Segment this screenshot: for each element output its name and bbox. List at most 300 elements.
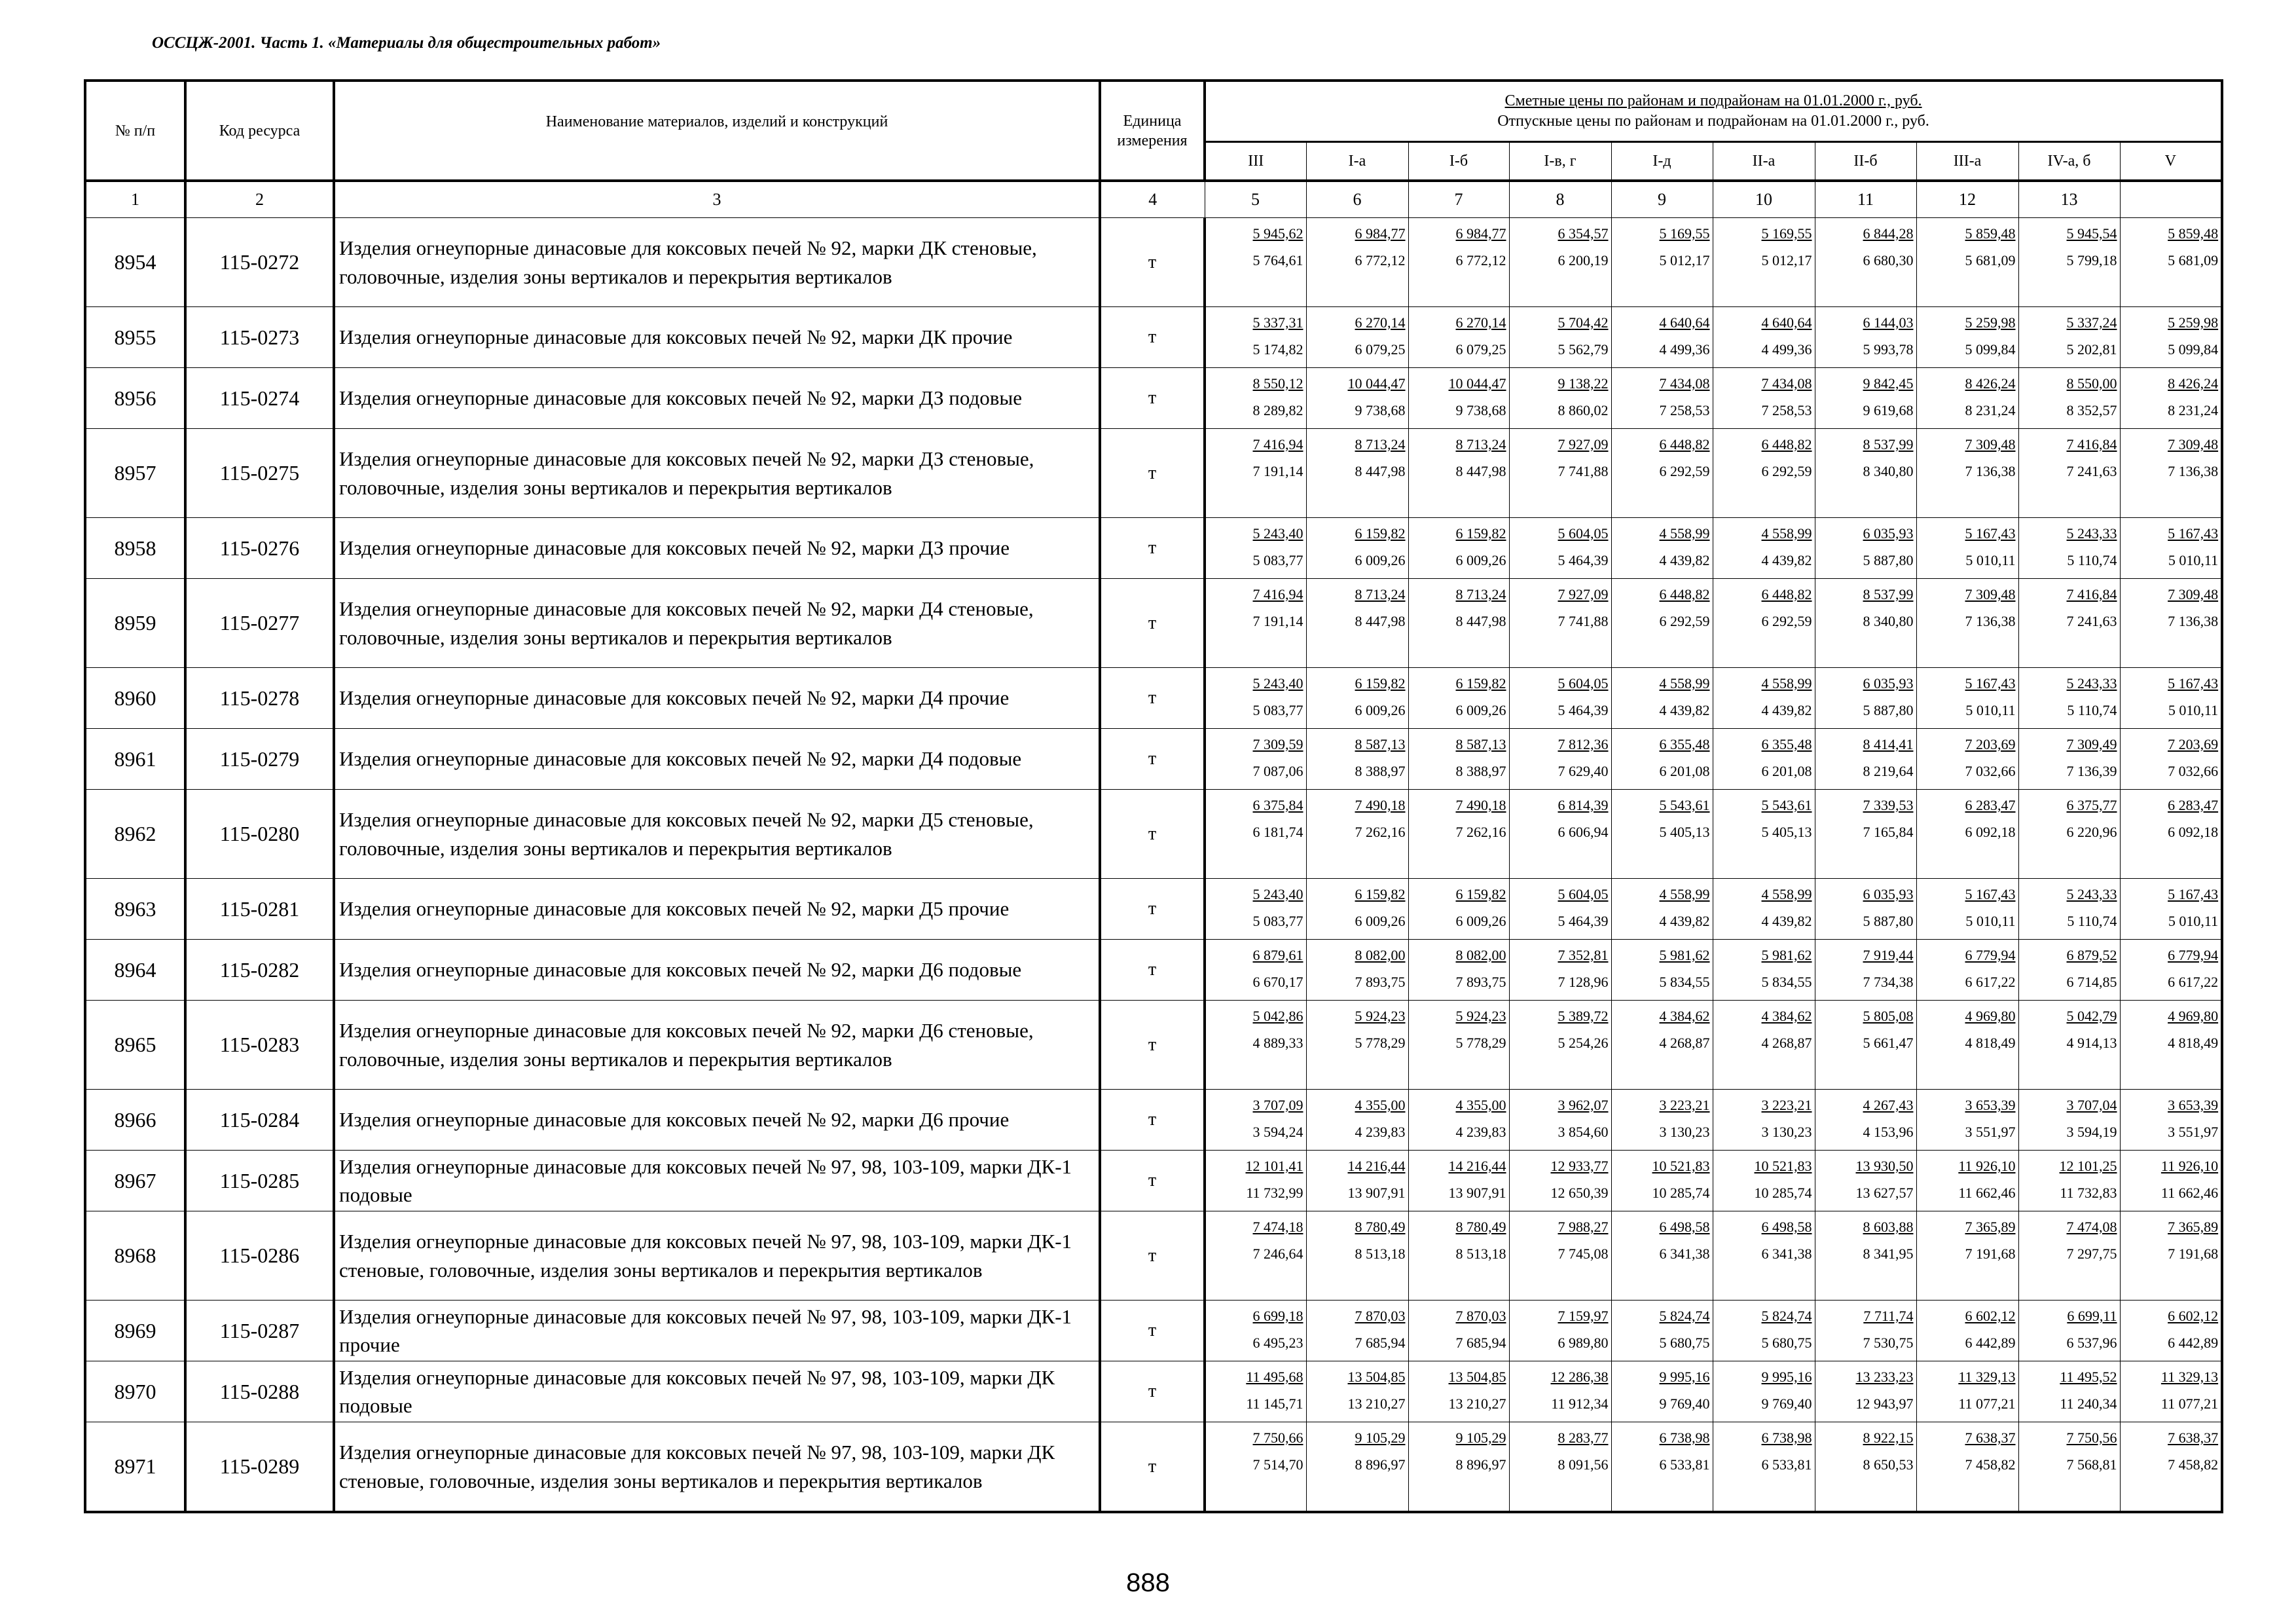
release-price: 5 012,17 xyxy=(1659,251,1710,268)
row-number: 8965 xyxy=(85,1001,185,1090)
region-header: I-б xyxy=(1408,141,1509,181)
estimate-price: 9 842,45 xyxy=(1863,375,1914,392)
prices-release-label: Отпускные цены по районам и подрайонам на 01.01.2000 г., руб. xyxy=(1497,112,1929,130)
release-price: 4 268,87 xyxy=(1761,1034,1812,1051)
price-cell xyxy=(2120,668,2222,729)
price-cell xyxy=(1916,218,2018,307)
material-name: Изделия огнеупорные динасовые для коксовых печей № 92, марки Д6 стеновые, головочные, изделия зоны вертикалов и перекрытия вертикалов xyxy=(334,1001,1100,1090)
release-price: 7 136,38 xyxy=(1965,462,2016,479)
estimate-price: 7 203,69 xyxy=(1965,736,2016,752)
price-cell xyxy=(1815,307,1916,368)
estimate-price: 6 159,82 xyxy=(1455,525,1506,542)
price-cell xyxy=(1916,790,2018,879)
release-price: 5 083,77 xyxy=(1252,912,1303,929)
release-price: 11 662,46 xyxy=(2160,1184,2219,1201)
estimate-price: 7 352,81 xyxy=(1558,947,1609,963)
price-cell xyxy=(1408,368,1509,429)
estimate-price: 4 384,62 xyxy=(1659,1008,1710,1024)
price-cell xyxy=(2120,940,2222,1001)
price-cell xyxy=(1815,1211,1916,1301)
price-cell xyxy=(1611,1361,1713,1422)
resource-code: 115-0272 xyxy=(185,218,334,307)
price-cell xyxy=(1205,1001,1306,1090)
price-cell xyxy=(2018,1151,2120,1211)
release-price: 6 009,26 xyxy=(1455,701,1506,718)
material-name: Изделия огнеупорные динасовые для коксовых печей № 92, марки Д4 прочие xyxy=(334,668,1100,729)
release-price: 4 239,83 xyxy=(1455,1123,1506,1140)
price-cell xyxy=(1611,1211,1713,1301)
release-price: 5 778,29 xyxy=(1355,1034,1406,1051)
price-cell xyxy=(2120,879,2222,940)
estimate-price: 4 558,99 xyxy=(1761,886,1812,902)
release-price: 5 110,74 xyxy=(2067,551,2117,568)
release-price: 5 110,74 xyxy=(2067,912,2117,929)
document-header: ОССЦЖ-2001. Часть 1. «Материалы для общестроительных работ» xyxy=(152,34,661,52)
estimate-price: 6 270,14 xyxy=(1455,314,1506,331)
estimate-price: 7 870,03 xyxy=(1455,1308,1506,1324)
release-price: 5 405,13 xyxy=(1761,823,1812,840)
release-price: 7 629,40 xyxy=(1558,762,1609,779)
release-price: 9 738,68 xyxy=(1455,401,1506,418)
price-cell xyxy=(1611,1151,1713,1211)
row-number: 8969 xyxy=(85,1301,185,1361)
price-cell xyxy=(1713,368,1815,429)
price-cell xyxy=(2018,790,2120,879)
estimate-price: 8 713,24 xyxy=(1455,586,1506,602)
release-price: 6 092,18 xyxy=(1965,823,2016,840)
material-name: Изделия огнеупорные динасовые для коксовых печей № 92, марки ДК стеновые, головочные, изделия зоны вертикалов и перекрытия вертикалов xyxy=(334,218,1100,307)
resource-code: 115-0286 xyxy=(185,1211,334,1301)
release-price: 8 860,02 xyxy=(1558,401,1609,418)
price-cell xyxy=(1815,1361,1916,1422)
estimate-price: 6 844,28 xyxy=(1863,225,1914,242)
unit-cell: т xyxy=(1100,790,1205,879)
estimate-price: 7 750,56 xyxy=(2066,1430,2117,1446)
release-price: 5 680,75 xyxy=(1659,1334,1710,1351)
release-price: 3 130,23 xyxy=(1761,1123,1812,1140)
estimate-price: 9 995,16 xyxy=(1761,1369,1812,1385)
price-cell xyxy=(1509,579,1611,668)
release-price: 6 606,94 xyxy=(1558,823,1609,840)
price-cell xyxy=(2018,940,2120,1001)
unit-cell: т xyxy=(1100,429,1205,518)
price-cell xyxy=(1509,1090,1611,1151)
estimate-price: 7 416,94 xyxy=(1252,586,1303,602)
release-price: 4 889,33 xyxy=(1252,1034,1303,1051)
release-price: 7 032,66 xyxy=(2168,762,2219,779)
release-price: 7 734,38 xyxy=(1863,973,1914,990)
estimate-price: 6 035,93 xyxy=(1863,675,1914,692)
estimate-price: 7 365,89 xyxy=(2168,1219,2219,1235)
release-price: 13 907,91 xyxy=(1448,1184,1506,1201)
estimate-price: 7 309,48 xyxy=(2168,586,2219,602)
price-cell xyxy=(1611,1301,1713,1361)
release-price: 8 513,18 xyxy=(1355,1245,1406,1262)
release-price: 5 464,39 xyxy=(1558,701,1609,718)
price-cell xyxy=(2120,1001,2222,1090)
price-cell xyxy=(1815,790,1916,879)
estimate-price: 5 924,23 xyxy=(1355,1008,1406,1024)
price-cell xyxy=(1306,1211,1408,1301)
estimate-price: 5 604,05 xyxy=(1558,675,1609,692)
material-name: Изделия огнеупорные динасовые для коксовых печей № 97, 98, 103-109, марки ДК стеновые, головочные, изделия зоны вертикалов и перекрытия вертикалов xyxy=(334,1422,1100,1513)
release-price: 8 896,97 xyxy=(1455,1456,1506,1473)
release-price: 11 240,34 xyxy=(2060,1395,2117,1412)
estimate-price: 5 167,43 xyxy=(1965,675,2016,692)
estimate-price: 10 521,83 xyxy=(1652,1158,1710,1174)
release-price: 6 495,23 xyxy=(1252,1334,1303,1351)
release-price: 3 594,24 xyxy=(1252,1123,1303,1140)
unit-cell: т xyxy=(1100,668,1205,729)
release-price: 6 220,96 xyxy=(2066,823,2117,840)
resource-code: 115-0287 xyxy=(185,1301,334,1361)
price-cell xyxy=(2120,1151,2222,1211)
release-price: 5 799,18 xyxy=(2066,251,2117,268)
estimate-price: 7 812,36 xyxy=(1558,736,1609,752)
release-price: 5 887,80 xyxy=(1863,912,1914,929)
column-header-code: Код ресурса xyxy=(185,81,334,181)
estimate-price: 3 223,21 xyxy=(1761,1097,1812,1113)
estimate-price: 7 474,18 xyxy=(1252,1219,1303,1235)
price-cell xyxy=(1306,940,1408,1001)
price-cell xyxy=(1408,940,1509,1001)
price-cell xyxy=(1509,429,1611,518)
price-cell xyxy=(1306,518,1408,579)
table-row xyxy=(85,1361,2222,1422)
release-price: 6 292,59 xyxy=(1659,612,1710,629)
release-price: 5 254,26 xyxy=(1558,1034,1609,1051)
release-price: 6 201,08 xyxy=(1659,762,1710,779)
price-cell xyxy=(1611,1422,1713,1513)
row-number: 8956 xyxy=(85,368,185,429)
price-cell xyxy=(1509,790,1611,879)
resource-code: 115-0282 xyxy=(185,940,334,1001)
release-price: 7 241,63 xyxy=(2066,612,2117,629)
release-price: 6 989,80 xyxy=(1558,1334,1609,1351)
release-price: 3 551,97 xyxy=(1965,1123,2016,1140)
estimate-price: 8 426,24 xyxy=(2168,375,2219,392)
unit-cell: т xyxy=(1100,1422,1205,1513)
release-price: 7 136,38 xyxy=(1965,612,2016,629)
release-price: 8 219,64 xyxy=(1863,762,1914,779)
estimate-price: 8 713,24 xyxy=(1455,436,1506,452)
release-price: 7 032,66 xyxy=(1965,762,2016,779)
estimate-price: 9 105,29 xyxy=(1355,1430,1406,1446)
release-price: 8 340,80 xyxy=(1863,462,1914,479)
price-cell xyxy=(1815,1301,1916,1361)
price-cell xyxy=(1916,429,2018,518)
release-price: 4 914,13 xyxy=(2066,1034,2117,1051)
release-price: 6 442,89 xyxy=(1965,1334,2016,1351)
price-cell xyxy=(2120,429,2222,518)
row-number: 8962 xyxy=(85,790,185,879)
estimate-price: 6 375,84 xyxy=(1252,797,1303,813)
material-name: Изделия огнеупорные динасовые для коксовых печей № 92, марки Д4 стеновые, головочные, изделия зоны вертикалов и перекрытия вертикалов xyxy=(334,579,1100,668)
estimate-price: 4 267,43 xyxy=(1863,1097,1914,1113)
release-price: 5 083,77 xyxy=(1252,701,1303,718)
estimate-price: 4 969,80 xyxy=(1965,1008,2016,1024)
price-cell xyxy=(1205,518,1306,579)
price-cell xyxy=(2120,790,2222,879)
estimate-price: 4 640,64 xyxy=(1761,314,1812,331)
price-cell xyxy=(2018,1090,2120,1151)
release-price: 8 341,95 xyxy=(1863,1245,1914,1262)
price-cell xyxy=(1306,1301,1408,1361)
row-number: 8963 xyxy=(85,879,185,940)
release-price: 7 191,68 xyxy=(2168,1245,2219,1262)
price-cell xyxy=(1306,879,1408,940)
estimate-price: 12 286,38 xyxy=(1550,1369,1609,1385)
release-price: 7 514,70 xyxy=(1252,1456,1303,1473)
release-price: 4 439,82 xyxy=(1761,551,1812,568)
release-price: 11 145,71 xyxy=(1246,1395,1303,1412)
price-cell xyxy=(2120,1361,2222,1422)
unit-cell: т xyxy=(1100,1090,1205,1151)
price-cell xyxy=(1408,729,1509,790)
release-price: 7 136,38 xyxy=(2168,462,2219,479)
release-price: 8 091,56 xyxy=(1558,1456,1609,1473)
price-cell xyxy=(1815,668,1916,729)
release-price: 9 769,40 xyxy=(1659,1395,1710,1412)
release-price: 7 136,39 xyxy=(2066,762,2117,779)
estimate-price: 5 543,61 xyxy=(1659,797,1710,813)
price-cell xyxy=(1916,729,2018,790)
price-cell xyxy=(1408,1090,1509,1151)
column-header-name: Наименование материалов, изделий и конструкций xyxy=(334,81,1100,181)
region-header: II-б xyxy=(1815,141,1916,181)
estimate-price: 6 699,18 xyxy=(1252,1308,1303,1324)
estimate-price: 5 924,23 xyxy=(1455,1008,1506,1024)
estimate-price: 3 962,07 xyxy=(1558,1097,1609,1113)
estimate-price: 7 434,08 xyxy=(1659,375,1710,392)
estimate-price: 5 167,43 xyxy=(2168,886,2219,902)
resource-code: 115-0289 xyxy=(185,1422,334,1513)
price-cell xyxy=(1713,218,1815,307)
release-price: 10 285,74 xyxy=(1754,1184,1812,1201)
estimate-price: 6 355,48 xyxy=(1761,736,1812,752)
material-name: Изделия огнеупорные динасовые для коксовых печей № 92, марки Д6 прочие xyxy=(334,1090,1100,1151)
release-price: 5 405,13 xyxy=(1659,823,1710,840)
price-cell xyxy=(1306,729,1408,790)
estimate-price: 8 426,24 xyxy=(1965,375,2016,392)
price-cell xyxy=(1916,368,2018,429)
release-price: 7 191,68 xyxy=(1965,1245,2016,1262)
price-cell xyxy=(2018,307,2120,368)
release-price: 6 200,19 xyxy=(1558,251,1609,268)
release-price: 6 009,26 xyxy=(1355,701,1406,718)
row-number: 8958 xyxy=(85,518,185,579)
release-price: 6 009,26 xyxy=(1355,912,1406,929)
price-cell xyxy=(1306,790,1408,879)
price-cell xyxy=(1815,218,1916,307)
price-cell xyxy=(1916,668,2018,729)
estimate-price: 7 309,49 xyxy=(2066,736,2117,752)
estimate-price: 6 879,61 xyxy=(1252,947,1303,963)
release-price: 13 907,91 xyxy=(1347,1184,1406,1201)
release-price: 5 661,47 xyxy=(1863,1034,1914,1051)
material-name: Изделия огнеупорные динасовые для коксовых печей № 97, 98, 103-109, марки ДК-1 подовые xyxy=(334,1151,1100,1211)
release-price: 5 834,55 xyxy=(1659,973,1710,990)
price-cell xyxy=(2018,1422,2120,1513)
price-cell xyxy=(1205,879,1306,940)
estimate-price: 5 167,43 xyxy=(2168,525,2219,542)
price-cell xyxy=(1205,729,1306,790)
price-cell xyxy=(1713,940,1815,1001)
release-price: 8 352,57 xyxy=(2066,401,2117,418)
estimate-price: 13 504,85 xyxy=(1347,1369,1406,1385)
price-cell xyxy=(1916,1151,2018,1211)
table-row xyxy=(85,729,2222,790)
estimate-price: 7 927,09 xyxy=(1558,436,1609,452)
row-number: 8954 xyxy=(85,218,185,307)
table-row xyxy=(85,1301,2222,1361)
release-price: 8 513,18 xyxy=(1455,1245,1506,1262)
estimate-price: 8 780,49 xyxy=(1355,1219,1406,1235)
estimate-price: 6 283,47 xyxy=(2168,797,2219,813)
table-row xyxy=(85,790,2222,879)
column-header-num: № п/п xyxy=(85,81,185,181)
estimate-price: 3 653,39 xyxy=(1965,1097,2016,1113)
release-price: 11 912,34 xyxy=(1551,1395,1609,1412)
price-cell xyxy=(2018,879,2120,940)
release-price: 4 439,82 xyxy=(1659,912,1710,929)
release-price: 6 292,59 xyxy=(1761,462,1812,479)
release-price: 5 764,61 xyxy=(1252,251,1303,268)
release-price: 7 258,53 xyxy=(1761,401,1812,418)
price-cell xyxy=(1713,307,1815,368)
material-name: Изделия огнеупорные динасовые для коксовых печей № 92, марки ДЗ подовые xyxy=(334,368,1100,429)
resource-code: 115-0280 xyxy=(185,790,334,879)
release-price: 7 745,08 xyxy=(1558,1245,1609,1262)
estimate-price: 4 384,62 xyxy=(1761,1008,1812,1024)
price-cell xyxy=(1916,1422,2018,1513)
price-cell xyxy=(1509,1151,1611,1211)
price-cell xyxy=(1713,518,1815,579)
price-cell xyxy=(1713,1301,1815,1361)
region-header: V xyxy=(2120,141,2222,181)
estimate-price: 12 101,25 xyxy=(2059,1158,2117,1174)
row-number: 8970 xyxy=(85,1361,185,1422)
price-cell xyxy=(1611,218,1713,307)
price-cell xyxy=(1509,940,1611,1001)
price-cell xyxy=(1713,879,1815,940)
price-cell xyxy=(1306,1001,1408,1090)
estimate-price: 7 309,59 xyxy=(1252,736,1303,752)
release-price: 8 447,98 xyxy=(1455,612,1506,629)
estimate-price: 11 329,13 xyxy=(1958,1369,2016,1385)
column-number: 1 xyxy=(85,181,185,218)
release-price: 6 292,59 xyxy=(1659,462,1710,479)
price-cell xyxy=(1916,879,2018,940)
estimate-price: 7 919,44 xyxy=(1863,947,1914,963)
estimate-price: 7 309,48 xyxy=(1965,586,2016,602)
release-price: 5 778,29 xyxy=(1455,1034,1506,1051)
estimate-price: 7 927,09 xyxy=(1558,586,1609,602)
material-name: Изделия огнеупорные динасовые для коксовых печей № 92, марки ДЗ стеновые, головочные, изделия зоны вертикалов и перекрытия вертикалов xyxy=(334,429,1100,518)
estimate-price: 7 309,48 xyxy=(2168,436,2219,452)
estimate-price: 8 587,13 xyxy=(1355,736,1406,752)
price-cell xyxy=(1408,1422,1509,1513)
estimate-price: 5 167,43 xyxy=(1965,525,2016,542)
release-price: 8 231,24 xyxy=(1965,401,2016,418)
release-price: 5 099,84 xyxy=(2168,341,2219,358)
release-price: 6 079,25 xyxy=(1355,341,1406,358)
price-cell xyxy=(1611,307,1713,368)
release-price: 6 670,17 xyxy=(1252,973,1303,990)
row-number: 8961 xyxy=(85,729,185,790)
estimate-price: 8 587,13 xyxy=(1455,736,1506,752)
release-price: 13 210,27 xyxy=(1347,1395,1406,1412)
unit-cell: т xyxy=(1100,729,1205,790)
table-row xyxy=(85,668,2222,729)
price-cell xyxy=(1815,729,1916,790)
table-row xyxy=(85,1422,2222,1513)
price-cell xyxy=(1509,729,1611,790)
release-price: 4 818,49 xyxy=(2168,1034,2219,1051)
release-price: 5 680,75 xyxy=(1761,1334,1812,1351)
estimate-price: 7 365,89 xyxy=(1965,1219,2016,1235)
estimate-price: 3 653,39 xyxy=(2168,1097,2219,1113)
price-cell xyxy=(1509,218,1611,307)
price-cell xyxy=(2120,1422,2222,1513)
price-cell xyxy=(2018,668,2120,729)
estimate-price: 11 495,68 xyxy=(1246,1369,1303,1385)
release-price: 5 010,11 xyxy=(2168,701,2219,718)
release-price: 7 262,16 xyxy=(1455,823,1506,840)
estimate-price: 6 448,82 xyxy=(1659,586,1710,602)
release-price: 6 079,25 xyxy=(1455,341,1506,358)
estimate-price: 7 434,08 xyxy=(1761,375,1812,392)
price-cell xyxy=(1611,368,1713,429)
price-cell xyxy=(1713,1211,1815,1301)
table-row xyxy=(85,579,2222,668)
price-cell xyxy=(1916,1001,2018,1090)
release-price: 7 258,53 xyxy=(1659,401,1710,418)
estimate-price: 6 283,47 xyxy=(1965,797,2016,813)
release-price: 6 009,26 xyxy=(1355,551,1406,568)
price-cell xyxy=(1205,1090,1306,1151)
estimate-price: 6 699,11 xyxy=(2067,1308,2117,1324)
release-price: 11 077,21 xyxy=(2160,1395,2219,1412)
release-price: 3 594,19 xyxy=(2066,1123,2117,1140)
release-price: 5 010,11 xyxy=(1965,551,2016,568)
region-header: III-а xyxy=(1916,141,2018,181)
estimate-price: 12 933,77 xyxy=(1550,1158,1609,1174)
estimate-price: 6 448,82 xyxy=(1659,436,1710,452)
region-header: I-а xyxy=(1306,141,1408,181)
release-price: 5 010,11 xyxy=(1965,701,2016,718)
estimate-price: 4 558,99 xyxy=(1659,886,1710,902)
price-cell xyxy=(1916,940,2018,1001)
release-price: 7 530,75 xyxy=(1863,1334,1914,1351)
estimate-price: 5 042,86 xyxy=(1252,1008,1303,1024)
price-cell xyxy=(1306,218,1408,307)
release-price: 7 458,82 xyxy=(2168,1456,2219,1473)
release-price: 5 010,11 xyxy=(2168,912,2219,929)
resource-code: 115-0288 xyxy=(185,1361,334,1422)
price-cell xyxy=(1205,1422,1306,1513)
estimate-price: 5 259,98 xyxy=(2168,314,2219,331)
estimate-price: 11 926,10 xyxy=(2160,1158,2219,1174)
release-price: 7 685,94 xyxy=(1455,1334,1506,1351)
price-cell xyxy=(1815,879,1916,940)
release-price: 8 388,97 xyxy=(1455,762,1506,779)
estimate-price: 5 243,40 xyxy=(1252,675,1303,692)
unit-cell: т xyxy=(1100,368,1205,429)
estimate-price: 7 711,74 xyxy=(1863,1308,1914,1324)
release-price: 6 341,38 xyxy=(1659,1245,1710,1262)
row-number: 8959 xyxy=(85,579,185,668)
